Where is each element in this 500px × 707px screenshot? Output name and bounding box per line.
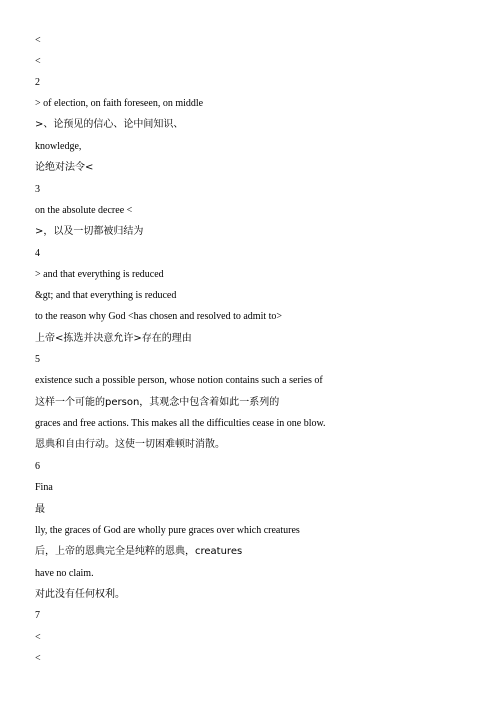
text-line-19: graces and free actions. This makes all the difficulties cease in one blow. — [35, 418, 326, 429]
text-line-28: 7 — [35, 610, 40, 621]
text-line-30: < — [35, 653, 41, 664]
text-line-27: 对此没有任何权利。 — [35, 589, 125, 600]
text-line-29: < — [35, 632, 41, 643]
text-line-6: knowledge, — [35, 141, 82, 152]
text-line-2: < — [35, 56, 41, 67]
text-line-15: 上帝<拣选并决意允许>存在的理由 — [35, 333, 192, 344]
text-line-9: on the absolute decree < — [35, 205, 133, 216]
text-line-22: Fina — [35, 482, 53, 493]
text-line-12: > and that everything is reduced — [35, 269, 164, 280]
text-line-24: lly, the graces of God are wholly pure graces over which creatures — [35, 525, 300, 536]
text-line-8: 3 — [35, 184, 40, 195]
text-line-26: have no claim. — [35, 568, 94, 579]
text-line-17: existence such a possible person, whose notion contains such a series of — [35, 375, 323, 386]
text-line-14: to the reason why God <has chosen and resolved to admit to> — [35, 311, 283, 322]
text-line-21: 6 — [35, 461, 40, 472]
text-line-23: 最 — [35, 504, 45, 515]
text-line-10: >，以及一切都被归结为 — [35, 226, 144, 237]
text-line-16: 5 — [35, 354, 40, 365]
text-line-18: 这样一个可能的person，其观念中包含着如此一系列的 — [35, 397, 280, 408]
text-line-20: 恩典和自由行动。这使一切困难顿时消散。 — [35, 439, 225, 450]
text-line-5: >、论预见的信心、论中间知识、 — [35, 119, 184, 130]
text-line-3: 2 — [35, 77, 40, 88]
text-line-7: 论绝对法令< — [35, 162, 94, 173]
text-line-4: > of election, on faith foreseen, on middle — [35, 98, 204, 109]
text-line-25: 后，上帝的恩典完全是纯粹的恩典，creatures — [35, 546, 243, 557]
text-line-1: < — [35, 35, 41, 46]
text-line-13: &gt; and that everything is reduced — [35, 290, 177, 301]
text-line-11: 4 — [35, 248, 40, 259]
